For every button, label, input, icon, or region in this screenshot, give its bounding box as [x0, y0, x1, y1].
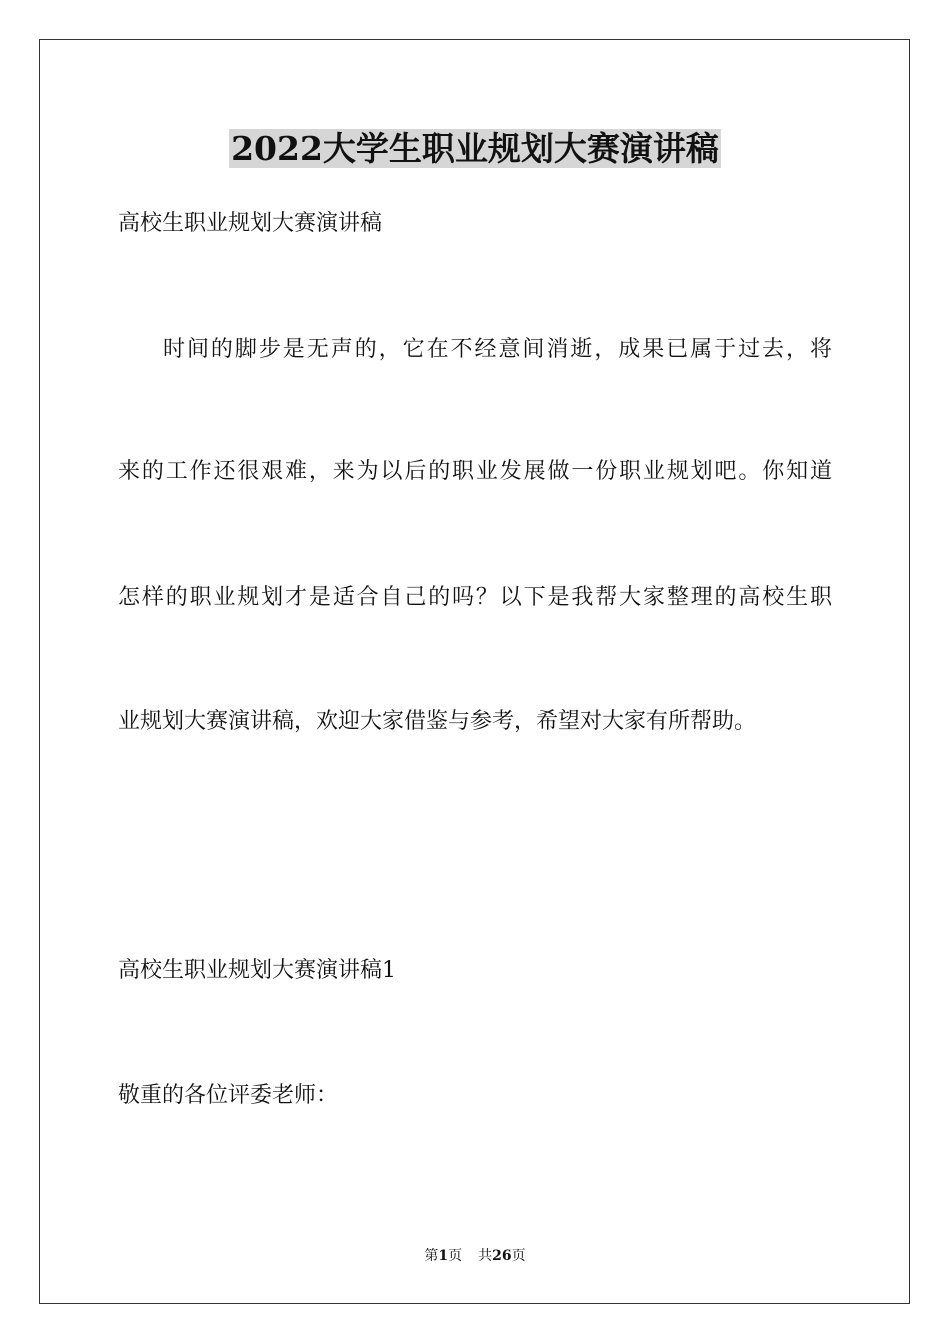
page-label-suffix: 页: [448, 1248, 463, 1264]
section-heading: 高校生职业规划大赛演讲稿1: [118, 958, 396, 983]
intro-paragraph-line-4: 业规划大赛演讲稿，欢迎大家借鉴与参考，希望对大家有所帮助。: [118, 709, 757, 734]
document-title: [0, 126, 950, 172]
total-page-count: 26: [492, 1248, 512, 1264]
page-footer: [0, 1246, 950, 1266]
intro-paragraph-line-2: 来的工作还很艰难，来为以后的职业发展做一份职业规划吧。你知道: [118, 459, 832, 484]
intro-paragraph-line-3: 怎样的职业规划才是适合自己的吗？以下是我帮大家整理的高校生职: [118, 585, 832, 610]
total-label-prefix: 共: [478, 1248, 493, 1264]
page-label-prefix: 第: [424, 1248, 439, 1264]
document-subtitle: 高校生职业规划大赛演讲稿: [118, 211, 383, 236]
total-label-suffix: 页: [511, 1248, 526, 1264]
current-page-number: 1: [438, 1248, 449, 1264]
salutation: 敬重的各位评委老师：: [118, 1083, 339, 1108]
intro-paragraph-line-1: 时间的脚步是无声的，它在不经意间消逝，成果已属于过去，将: [163, 337, 832, 362]
document-title-text: 2022大学生职业规划大赛演讲稿: [231, 129, 719, 168]
